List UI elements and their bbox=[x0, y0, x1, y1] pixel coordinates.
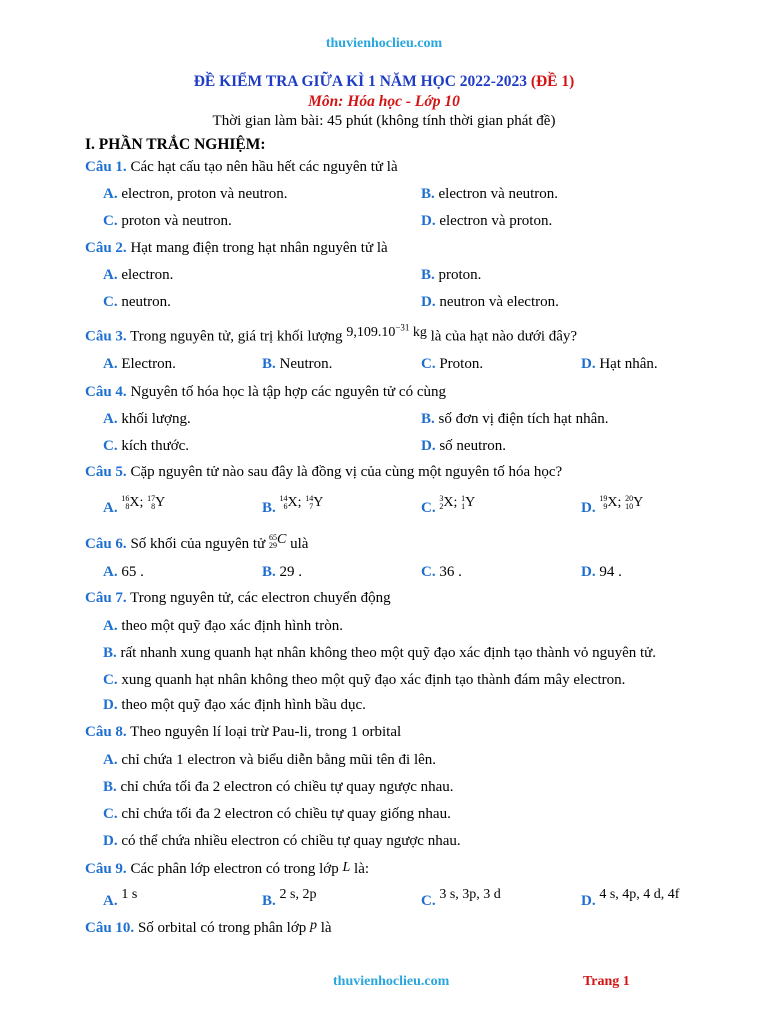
section-heading: I. PHẦN TRẮC NGHIỆM: bbox=[85, 136, 266, 153]
option: D. số neutron. bbox=[421, 438, 507, 454]
question: Câu 10. Số orbital có trong phân lớp p là bbox=[85, 918, 332, 936]
isotope-symbol: 17 8Y bbox=[147, 493, 166, 511]
option: A. theo một quỹ đạo xác định hình tròn. bbox=[103, 618, 343, 634]
option: A. khối lượng. bbox=[103, 411, 191, 427]
question: Câu 4. Nguyên tố hóa học là tập hợp các nguyên tử có cùng bbox=[85, 384, 446, 400]
duration-line: Thời gian làm bài: 45 phút (không tính thời gian phát đề) bbox=[212, 113, 556, 129]
exam-title-main: ĐỀ KIỂM TRA GIỮA KÌ 1 NĂM HỌC 2022-2023 bbox=[193, 73, 527, 90]
option: B. proton. bbox=[421, 267, 482, 283]
question: Câu 5. Cặp nguyên tử nào sau đây là đồng vị của cùng một nguyên tố hóa học? bbox=[85, 464, 563, 480]
option: A. 16 8X; 17 8Y bbox=[103, 493, 166, 516]
option: C. Proton. bbox=[421, 356, 484, 372]
isotope-symbol: 65 29C bbox=[268, 532, 287, 550]
isotope-symbol: 1 1Y bbox=[461, 493, 476, 511]
question: Câu 2. Hạt mang điện trong hạt nhân nguyên tử là bbox=[85, 240, 388, 256]
isotope-symbol: 14 7Y bbox=[305, 493, 324, 511]
option: A. electron. bbox=[103, 267, 174, 283]
option: C. 3 2X; 1 1Y bbox=[421, 493, 476, 516]
option: A. Electron. bbox=[103, 356, 176, 372]
mass-formula: $9,109.10^{-31}$ kg bbox=[346, 322, 427, 340]
question-text: Các hạt cấu tạo nên hầu hết các nguyên tử là bbox=[130, 159, 398, 175]
option: A. chỉ chứa 1 electron và biểu diễn bằng mũi tên đi lên. bbox=[103, 752, 437, 768]
question bbox=[85, 159, 398, 176]
option: A. electron, proton và neutron. bbox=[103, 186, 288, 202]
option: C. neutron. bbox=[103, 294, 171, 310]
option: B. số đơn vị điện tích hạt nhân. bbox=[421, 411, 609, 427]
option: D. 4 s, 4p, 4 d, 4f bbox=[581, 887, 680, 909]
option: B. electron và neutron. bbox=[421, 186, 559, 202]
question: Câu 6. Số khối của nguyên tử 65 29C ulà bbox=[85, 532, 309, 552]
option: D. 94 . bbox=[581, 564, 622, 580]
subject-line: Môn: Hóa học - Lớp 10 bbox=[308, 93, 460, 110]
question: Câu 9. Các phân lớp electron có trong lớp L là: bbox=[85, 860, 370, 877]
option: C. kích thước. bbox=[103, 438, 190, 454]
isotope-symbol: 20 10Y bbox=[625, 493, 644, 511]
option: D. electron và proton. bbox=[421, 213, 553, 229]
isotope-symbol: 14 6X; bbox=[279, 493, 302, 511]
variable: p bbox=[310, 918, 318, 933]
variable: L bbox=[342, 860, 351, 875]
question: Câu 3. Trong nguyên tử, giá trị khối lượng $9,109.10^{-31}$ kg là của hạt nào dưới đây? bbox=[85, 322, 578, 345]
page-number: Trang 1 bbox=[583, 974, 630, 989]
option: C. xung quanh hạt nhân không theo một quỹ đạo xác định tạo thành đám mây electron. bbox=[103, 672, 626, 688]
option: D. Hạt nhân. bbox=[581, 356, 658, 372]
option: C. 36 . bbox=[421, 564, 462, 580]
option: A. 1 s bbox=[103, 887, 138, 909]
site-watermark: thuvienhoclieu.com bbox=[325, 36, 443, 51]
option: D. theo một quỹ đạo xác định hình bầu dục. bbox=[103, 697, 366, 713]
question: Câu 8. Theo nguyên lí loại trừ Pau-li, trong 1 orbital bbox=[85, 724, 402, 740]
option: B. 14 6X; 14 7Y bbox=[262, 493, 324, 516]
option: A. 65 . bbox=[103, 564, 144, 580]
option: D. có thể chứa nhiều electron có chiều tự quay ngược nhau. bbox=[103, 833, 461, 849]
option: C. 3 s, 3p, 3 d bbox=[421, 887, 501, 909]
isotope-symbol: 16 8X; bbox=[121, 493, 144, 511]
isotope-symbol: 19 9X; bbox=[599, 493, 622, 511]
isotope-symbol: 3 2X; bbox=[439, 493, 458, 511]
option: B. 29 . bbox=[262, 564, 303, 580]
exam-title-tag: (ĐỀ 1) bbox=[530, 73, 575, 90]
option: B. rất nhanh xung quanh hạt nhân không theo một quỹ đạo xác định tạo thành vỏ nguyên tử. bbox=[103, 645, 657, 661]
option: B. chỉ chứa tối đa 2 electron có chiều tự quay ngược nhau. bbox=[103, 779, 454, 795]
footer-site: thuvienhoclieu.com bbox=[333, 974, 450, 989]
question: Câu 7. Trong nguyên tử, các electron chuyển động bbox=[85, 590, 391, 606]
option: B. Neutron. bbox=[262, 356, 333, 372]
option: D. 19 9X; 20 10Y bbox=[581, 493, 644, 516]
option: C. chỉ chứa tối đa 2 electron có chiều tự quay giống nhau. bbox=[103, 806, 451, 822]
option: C. proton và neutron. bbox=[103, 213, 232, 229]
exam-title bbox=[0, 73, 768, 91]
option: D. neutron và electron. bbox=[421, 294, 559, 310]
option: B. 2 s, 2p bbox=[262, 887, 317, 909]
question-number: Câu 1. bbox=[85, 159, 127, 175]
